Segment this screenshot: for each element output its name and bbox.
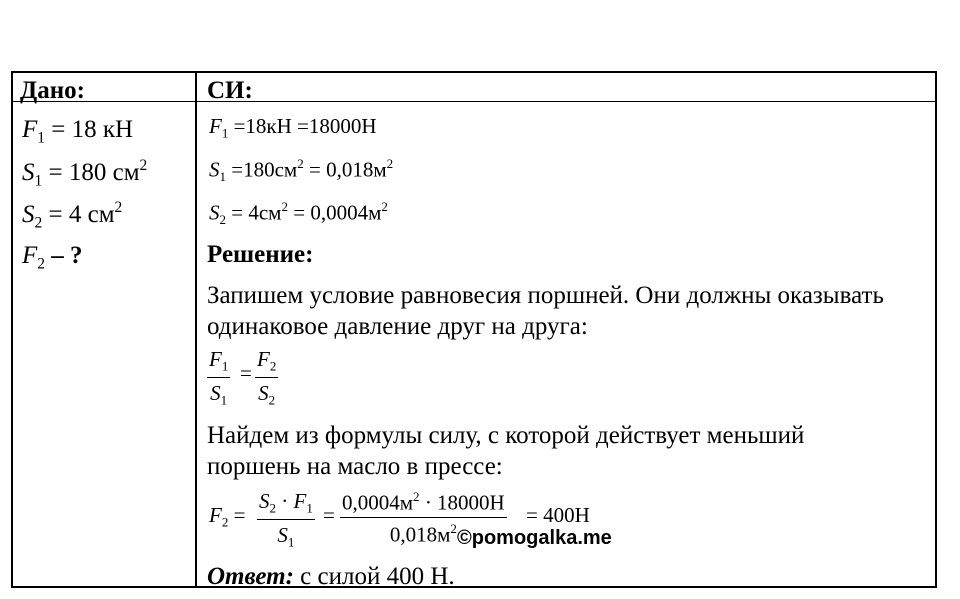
given-f2: $F_2$ – ? <box>22 242 83 273</box>
calc-result: = 400Н <box>526 503 590 527</box>
solution-text1-line2: одинаковое давление друг на друга: <box>207 313 588 340</box>
calc-equals: = <box>323 503 335 527</box>
header-divider-right <box>196 101 937 102</box>
si-s2: $S_2 = 4см^2 = 0,0004м^2$ <box>209 199 388 227</box>
si-s1: $S_1 =180см^2 = 0,018м^2$ <box>209 156 394 184</box>
equals-sign: = <box>240 361 252 385</box>
given-s2: $S_2 = 4$ $см^2$ <box>22 199 123 232</box>
watermark: ©pomogalka.me <box>457 527 612 549</box>
column-divider <box>195 71 197 588</box>
given-s1: $S_1 = 180$ $см^2$ <box>22 157 148 190</box>
fraction-s2f1-s1: $\frac{S_2 \cdot F_1}{S_1}$ <box>259 489 313 550</box>
si-f1: $F_1 =18кН =18000Н$ <box>209 114 377 141</box>
solution-header: Решение: <box>207 241 314 268</box>
fraction-numeric: $0,0004м^2 \cdot 18000Н$ $0,018м^2$ <box>342 489 505 547</box>
solution-text2-line2: поршень на масло в прессе: <box>207 453 503 480</box>
fraction-f2-s2: $\frac{F_2}{S_2}$ <box>257 347 277 408</box>
solution-text2-line1: Найдем из формулы силу, с которой действует меньший <box>207 422 805 449</box>
si-header: СИ: <box>207 77 253 104</box>
given-f1: $F_1 = 18$ кН <box>22 116 134 147</box>
calc-f2: $F_2$ = <box>209 503 246 530</box>
given-header: Дано: <box>20 77 85 104</box>
solution-text1-line1: Запишем условие равновесия поршней. Они должны оказывать <box>207 282 884 309</box>
fraction-f1-s1: $\frac{F_1}{S_1}$ <box>209 347 229 408</box>
answer: Ответ: с силой 400 Н. <box>207 563 455 590</box>
